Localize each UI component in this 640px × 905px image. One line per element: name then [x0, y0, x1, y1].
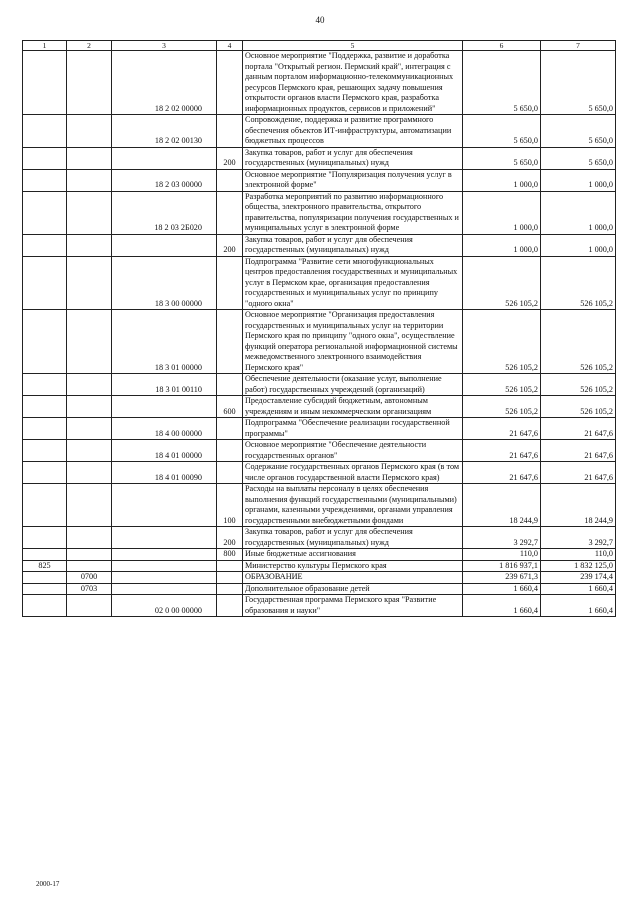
cell-amount-2019: 18 244,9	[541, 484, 616, 527]
table-row	[23, 51, 616, 115]
cell-name: Предоставление субсидий бюджетным, автономным учреждениям и иным некоммерческим организациям	[243, 396, 463, 418]
cell-section	[67, 115, 112, 148]
cell-target-article	[112, 560, 217, 572]
cell-expense-type	[217, 418, 243, 440]
cell-amount-2018: 5 650,0	[463, 51, 541, 115]
cell-ministry	[23, 396, 67, 418]
cell-section	[67, 560, 112, 572]
table-row	[23, 374, 616, 396]
table-row	[23, 147, 616, 169]
cell-amount-2019: 21 647,6	[541, 418, 616, 440]
cell-name: Закупка товаров, работ и услуг для обеспечения государственных (муниципальных) нужд	[243, 234, 463, 256]
cell-section	[67, 169, 112, 191]
cell-name: Разработка мероприятий по развитию информационного общества, электронного правительства, открытого правительства, популяризации получения государственных и муниципальных услуг в электронной форме	[243, 191, 463, 234]
cell-amount-2019: 5 650,0	[541, 115, 616, 148]
column-header-3: 3	[112, 41, 217, 51]
cell-name: Иные бюджетные ассигнования	[243, 549, 463, 561]
cell-amount-2019: 526 105,2	[541, 256, 616, 310]
budget-table	[22, 40, 616, 617]
cell-ministry	[23, 595, 67, 617]
cell-target-article: 18 4 00 00000	[112, 418, 217, 440]
cell-ministry	[23, 191, 67, 234]
cell-amount-2018: 1 660,4	[463, 595, 541, 617]
cell-expense-type: 200	[217, 234, 243, 256]
cell-amount-2019: 239 174,4	[541, 572, 616, 584]
cell-name: Обеспечение деятельности (оказание услуг, выполнение работ) государственных учреждений (организаций)	[243, 374, 463, 396]
cell-amount-2019: 21 647,6	[541, 440, 616, 462]
cell-amount-2019: 21 647,6	[541, 462, 616, 484]
cell-target-article: 18 3 01 00110	[112, 374, 217, 396]
cell-section	[67, 234, 112, 256]
cell-expense-type	[217, 169, 243, 191]
cell-target-article	[112, 396, 217, 418]
cell-amount-2019: 526 105,2	[541, 396, 616, 418]
cell-amount-2019: 3 292,7	[541, 527, 616, 549]
table-row	[23, 396, 616, 418]
cell-ministry	[23, 147, 67, 169]
cell-section	[67, 396, 112, 418]
cell-name: Дополнительное образование детей	[243, 583, 463, 595]
cell-name: Закупка товаров, работ и услуг для обеспечения государственных (муниципальных) нужд	[243, 147, 463, 169]
cell-target-article	[112, 583, 217, 595]
cell-expense-type	[217, 310, 243, 374]
cell-amount-2018: 1 000,0	[463, 191, 541, 234]
cell-ministry	[23, 169, 67, 191]
cell-amount-2018: 3 292,7	[463, 527, 541, 549]
cell-amount-2019: 1 000,0	[541, 191, 616, 234]
cell-section	[67, 549, 112, 561]
cell-ministry	[23, 583, 67, 595]
cell-amount-2019: 526 105,2	[541, 374, 616, 396]
cell-target-article	[112, 484, 217, 527]
cell-expense-type	[217, 191, 243, 234]
cell-amount-2018: 526 105,2	[463, 310, 541, 374]
cell-section	[67, 310, 112, 374]
cell-expense-type	[217, 440, 243, 462]
table-row	[23, 572, 616, 584]
cell-expense-type	[217, 374, 243, 396]
cell-target-article	[112, 234, 217, 256]
table-row	[23, 115, 616, 148]
cell-amount-2018: 21 647,6	[463, 440, 541, 462]
cell-ministry	[23, 51, 67, 115]
table-body	[23, 51, 616, 617]
cell-amount-2018: 110,0	[463, 549, 541, 561]
cell-target-article	[112, 147, 217, 169]
table-row	[23, 191, 616, 234]
cell-amount-2019: 1 832 125,0	[541, 560, 616, 572]
table-row	[23, 169, 616, 191]
cell-amount-2019: 1 660,4	[541, 583, 616, 595]
cell-ministry	[23, 256, 67, 310]
cell-amount-2018: 21 647,6	[463, 462, 541, 484]
cell-ministry	[23, 418, 67, 440]
cell-target-article	[112, 572, 217, 584]
table-row	[23, 234, 616, 256]
column-header-1: 1	[23, 41, 67, 51]
cell-section: 0703	[67, 583, 112, 595]
table-row	[23, 440, 616, 462]
cell-name: Сопровождение, поддержка и развитие программного обеспечения объектов ИТ-инфраструктуры, автоматизации бюджетных процессов	[243, 115, 463, 148]
column-header-6: 6	[463, 41, 541, 51]
footer-code: 2000-17	[36, 880, 60, 888]
cell-name: Расходы на выплаты персоналу в целях обеспечения выполнения функций государственными (муниципальными) органами, казенными учреждениями, органами управления государственными внебюджетными фондами	[243, 484, 463, 527]
cell-section	[67, 256, 112, 310]
table-row	[23, 256, 616, 310]
cell-name: Министерство культуры Пермского края	[243, 560, 463, 572]
cell-target-article: 18 2 03 00000	[112, 169, 217, 191]
cell-amount-2018: 5 650,0	[463, 147, 541, 169]
cell-ministry	[23, 462, 67, 484]
column-header-7: 7	[541, 41, 616, 51]
cell-section	[67, 595, 112, 617]
cell-section	[67, 484, 112, 527]
cell-expense-type: 600	[217, 396, 243, 418]
table-row	[23, 560, 616, 572]
cell-name: Основное мероприятие "Организация предоставления государственных и муниципальных услуг на территории Пермского края по принципу "одного окна", осуществление функций оператора региональной информационной системы межведомственного электронного взаимодействия Пермского края"	[243, 310, 463, 374]
cell-ministry	[23, 484, 67, 527]
table-row	[23, 418, 616, 440]
cell-ministry	[23, 440, 67, 462]
cell-name: ОБРАЗОВАНИЕ	[243, 572, 463, 584]
cell-section	[67, 462, 112, 484]
table-row	[23, 527, 616, 549]
cell-target-article: 18 3 01 00000	[112, 310, 217, 374]
cell-target-article: 18 4 01 00090	[112, 462, 217, 484]
table-row	[23, 462, 616, 484]
cell-target-article: 18 3 00 00000	[112, 256, 217, 310]
cell-target-article: 18 2 03 2Б020	[112, 191, 217, 234]
table-row	[23, 595, 616, 617]
cell-section	[67, 191, 112, 234]
cell-amount-2018: 5 650,0	[463, 115, 541, 148]
cell-name: Содержание государственных органов Пермского края (в том числе органов государственной власти Пермского края)	[243, 462, 463, 484]
cell-expense-type	[217, 462, 243, 484]
table-row	[23, 310, 616, 374]
cell-amount-2019: 1 000,0	[541, 169, 616, 191]
cell-amount-2018: 1 000,0	[463, 234, 541, 256]
cell-target-article: 18 2 02 00000	[112, 51, 217, 115]
cell-section	[67, 440, 112, 462]
cell-expense-type	[217, 51, 243, 115]
cell-amount-2018: 21 647,6	[463, 418, 541, 440]
cell-expense-type	[217, 583, 243, 595]
cell-amount-2019: 526 105,2	[541, 310, 616, 374]
cell-name: Закупка товаров, работ и услуг для обеспечения государственных (муниципальных) нужд	[243, 527, 463, 549]
cell-amount-2018: 1 660,4	[463, 583, 541, 595]
table-header-row	[23, 41, 616, 51]
cell-name: Основное мероприятие "Популяризация получения услуг в электронной форме"	[243, 169, 463, 191]
cell-name: Подпрограмма "Обеспечение реализации государственной программы"	[243, 418, 463, 440]
cell-ministry	[23, 572, 67, 584]
cell-expense-type	[217, 560, 243, 572]
cell-amount-2018: 1 000,0	[463, 169, 541, 191]
cell-section: 0700	[67, 572, 112, 584]
cell-amount-2019: 5 650,0	[541, 51, 616, 115]
cell-name: Основное мероприятие "Обеспечение деятельности государственных органов"	[243, 440, 463, 462]
cell-expense-type	[217, 595, 243, 617]
cell-ministry	[23, 374, 67, 396]
column-header-4: 4	[217, 41, 243, 51]
cell-expense-type	[217, 572, 243, 584]
page-number: 40	[315, 15, 325, 25]
cell-target-article: 02 0 00 00000	[112, 595, 217, 617]
cell-expense-type: 200	[217, 147, 243, 169]
cell-ministry	[23, 527, 67, 549]
cell-amount-2018: 1 816 937,1	[463, 560, 541, 572]
table-row	[23, 583, 616, 595]
cell-amount-2019: 5 650,0	[541, 147, 616, 169]
cell-amount-2019: 1 000,0	[541, 234, 616, 256]
cell-amount-2018: 526 105,2	[463, 396, 541, 418]
cell-target-article	[112, 549, 217, 561]
cell-ministry	[23, 310, 67, 374]
table-row	[23, 549, 616, 561]
cell-amount-2019: 110,0	[541, 549, 616, 561]
cell-target-article: 18 4 01 00000	[112, 440, 217, 462]
cell-section	[67, 418, 112, 440]
cell-expense-type	[217, 115, 243, 148]
cell-expense-type: 100	[217, 484, 243, 527]
cell-amount-2018: 526 105,2	[463, 256, 541, 310]
cell-ministry	[23, 234, 67, 256]
cell-name: Основное мероприятие "Поддержка, развитие и доработка портала "Открытый регион. Пермский край", интеграция с данным порталом информационно-телекоммуникационных ресурсов Пермского края, решающих задачу повышения открытости органов власти Пермского края, разработка информационных продуктов, сервисов и приложений"	[243, 51, 463, 115]
cell-expense-type: 200	[217, 527, 243, 549]
cell-name: Государственная программа Пермского края "Развитие образования и науки"	[243, 595, 463, 617]
cell-section	[67, 51, 112, 115]
cell-target-article	[112, 527, 217, 549]
cell-name: Подпрограмма "Развитие сети многофункциональных центров предоставления государственных и муниципальных услуг в Пермском крае, организация предоставления государственных и муниципальных услуг по принципу "одного окна"	[243, 256, 463, 310]
cell-ministry: 825	[23, 560, 67, 572]
column-header-2: 2	[67, 41, 112, 51]
cell-target-article: 18 2 02 00130	[112, 115, 217, 148]
cell-amount-2019: 1 660,4	[541, 595, 616, 617]
cell-amount-2018: 526 105,2	[463, 374, 541, 396]
cell-expense-type	[217, 256, 243, 310]
cell-ministry	[23, 549, 67, 561]
cell-expense-type: 800	[217, 549, 243, 561]
cell-section	[67, 147, 112, 169]
cell-amount-2018: 239 671,3	[463, 572, 541, 584]
cell-ministry	[23, 115, 67, 148]
table-row	[23, 484, 616, 527]
column-header-5: 5	[243, 41, 463, 51]
cell-section	[67, 527, 112, 549]
cell-section	[67, 374, 112, 396]
cell-amount-2018: 18 244,9	[463, 484, 541, 527]
